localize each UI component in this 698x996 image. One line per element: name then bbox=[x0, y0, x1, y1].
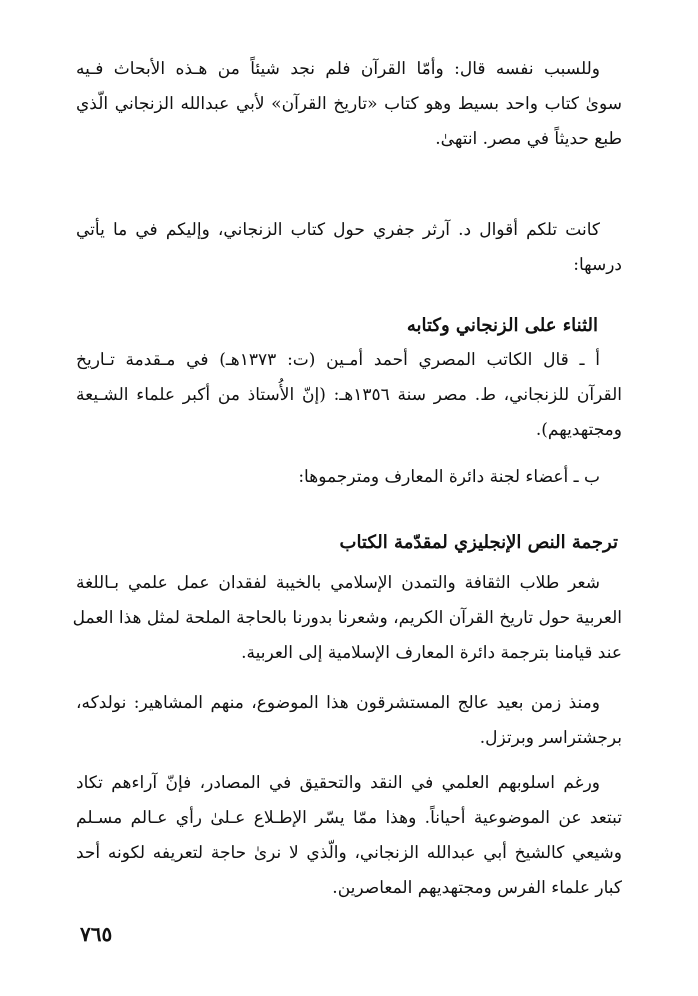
text-line: تبتعد عن الموضوعية أحياناً. وهذا ممّا يسّر الإطـلاع عـلىٰ رأي عـالم مسـلم bbox=[76, 808, 622, 828]
text-line: درسها: bbox=[573, 255, 622, 275]
paragraph-quote-end bbox=[76, 52, 622, 157]
text-line: العربية حول تاريخ القرآن الكريم، وشعرنا بدورنا بالحاجة الملحة لمثل هذا العمل bbox=[72, 608, 622, 628]
paragraph-translation-2 bbox=[76, 686, 622, 756]
paragraph-encyclopedia-committee bbox=[76, 460, 622, 495]
text-line: كبار علماء الفرس ومجتهديهم المعاصرين. bbox=[332, 878, 622, 898]
text-line: شعر طلاب الثقافة والتمدن الإسلامي بالخيبة لفقدان عمل علمي بـاللغة bbox=[76, 573, 600, 593]
text-line: ورغم اسلوبهم العلمي في النقد والتحقيق في المصادر، فإنّ آراءهم تكاد bbox=[76, 773, 600, 793]
page-number: ٧٦٥ bbox=[80, 922, 113, 946]
text-line: سوىٰ كتاب واحد بسيط وهو كتاب «تاريخ القرآن» لأبي عبدالله الزنجاني الّذي bbox=[76, 94, 622, 114]
text-line: برجشتراسر وبرتزل. bbox=[479, 728, 622, 748]
text-line: وشيعي كالشيخ أبي عبدالله الزنجاني، والّذي لا نرىٰ حاجة لتعريفه لكونه أحد bbox=[76, 843, 622, 863]
text-line: ومجتهديهم). bbox=[535, 420, 622, 440]
section-heading-translation: ترجمة النص الإنجليزي لمقدّمة الكتاب bbox=[339, 532, 618, 553]
text-line: طبع حديثاً في مصر. انتهىٰ. bbox=[435, 129, 622, 149]
text-line: وللسبب نفسه قال: وأمّا القرآن فلم نجد شيئاً من هـذه الأبحاث فـيه bbox=[76, 59, 600, 79]
paragraph-ahmad-amin bbox=[76, 343, 622, 448]
paragraph-translation-1 bbox=[72, 566, 622, 671]
paragraph-transition bbox=[76, 213, 622, 283]
text-line: أ ـ قال الكاتب المصري أحمد أمـين (ت: ١٣٧٣هـ) في مـقدمة تـاريخ bbox=[76, 350, 600, 370]
paragraph-translation-3 bbox=[76, 766, 622, 906]
text-line: كانت تلكم أقوال د. آرثر جفري حول كتاب الزنجاني، وإليكم في ما يأتي bbox=[76, 220, 600, 240]
text-line: ومنذ زمن بعيد عالج المستشرقون هذا الموضوع، منهم المشاهير: نولدكه، bbox=[76, 693, 600, 713]
text-line: ب ـ أعضاء لجنة دائرة المعارف ومترجموها: bbox=[298, 467, 600, 487]
section-heading-praise: الثناء على الزنجاني وكتابه bbox=[406, 315, 598, 336]
text-line: عند قيامنا بترجمة دائرة المعارف الإسلامية إلى العربية. bbox=[241, 643, 622, 663]
text-line: القرآن للزنجاني، ط. مصر سنة ١٣٥٦هـ: (إنّ الأُستاذ من أكبر علماء الشـيعة bbox=[76, 385, 622, 405]
